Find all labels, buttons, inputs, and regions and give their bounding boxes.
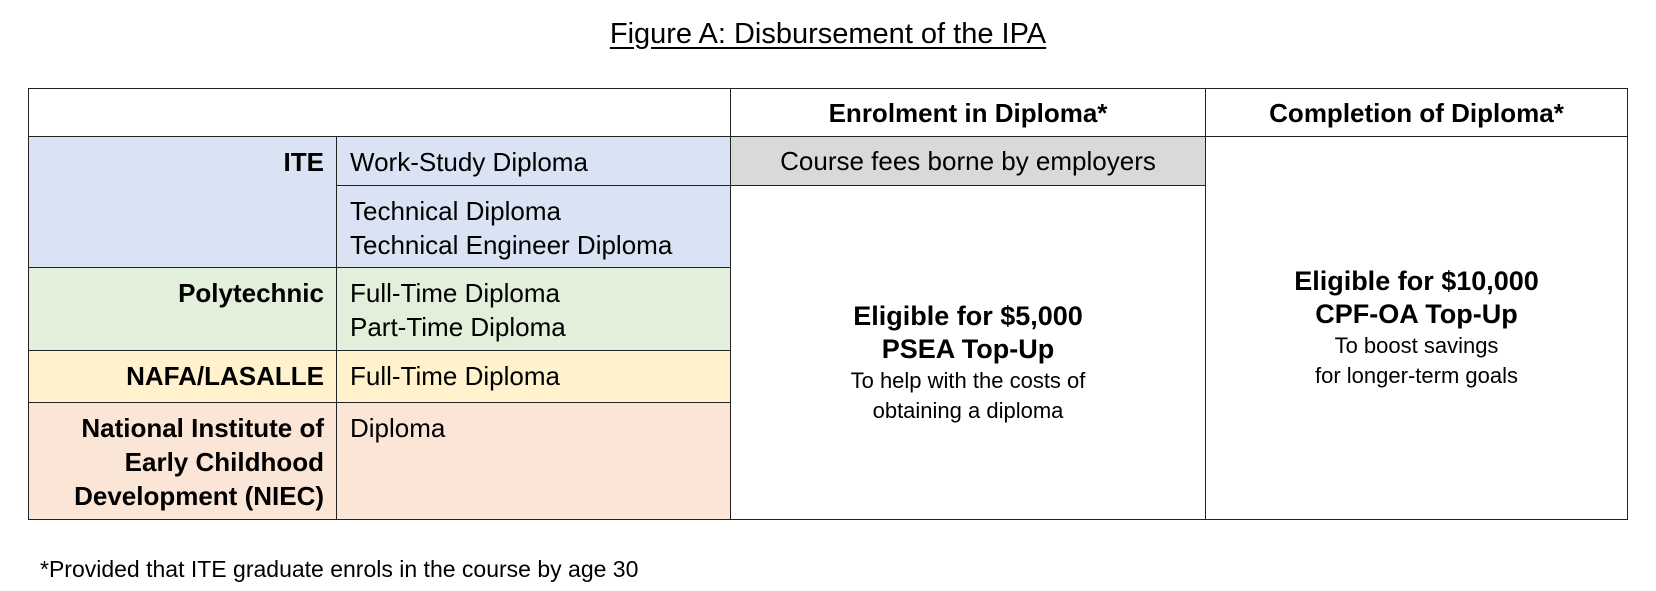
psea-description-line: To help with the costs of [850, 367, 1086, 393]
psea-heading-line: Eligible for $5,000 [853, 300, 1083, 331]
institution-niec [28, 402, 337, 520]
footnote: *Provided that ITE graduate enrols in the course by age 30 [40, 556, 639, 582]
psea-description-line: obtaining a diploma [872, 397, 1064, 423]
programme-label: Full-Time Diploma [350, 278, 560, 308]
programme-label: Work-Study Diploma [350, 147, 588, 177]
programme-label: Technical Diploma [350, 196, 561, 226]
figure-title: Figure A: Disbursement of the IPA [609, 18, 1047, 50]
programme-work-study [336, 136, 731, 186]
institution-line: Development (NIEC) [74, 481, 324, 511]
institution-polytechnic: Polytechnic [28, 267, 337, 351]
employer-fees-note: Course fees borne by employers [730, 136, 1206, 186]
programme-niec [336, 402, 731, 520]
header-completion: Completion of Diploma* [1205, 88, 1628, 137]
programme-label: Diploma [350, 413, 446, 443]
psea-top-up-cell [730, 185, 1206, 520]
cpf-heading-line: CPF-OA Top-Up [1315, 299, 1518, 329]
cpf-description-line: for longer-term goals [1315, 363, 1518, 388]
programme-label: Part-Time Diploma [350, 312, 566, 342]
header-enrolment: Enrolment in Diploma* [730, 88, 1206, 137]
programme-label: Full-Time Diploma [350, 361, 560, 391]
programme-polytechnic [336, 267, 731, 351]
programme-nafa-lasalle [336, 350, 731, 403]
institution-ite: ITE [28, 136, 337, 268]
header-blank [28, 88, 731, 137]
institution-line: National Institute of [81, 413, 324, 443]
cpf-top-up-cell [1205, 136, 1628, 520]
cpf-description-line: To boost savings [1334, 333, 1499, 358]
cpf-heading-line: Eligible for $10,000 [1294, 266, 1539, 296]
programme-label: Technical Engineer Diploma [350, 230, 673, 260]
institution-nafa-lasalle: NAFA/LASALLE [28, 350, 337, 403]
institution-line: Early Childhood [124, 447, 324, 477]
psea-heading-line: PSEA Top-Up [881, 333, 1055, 364]
programme-technical [336, 185, 731, 268]
